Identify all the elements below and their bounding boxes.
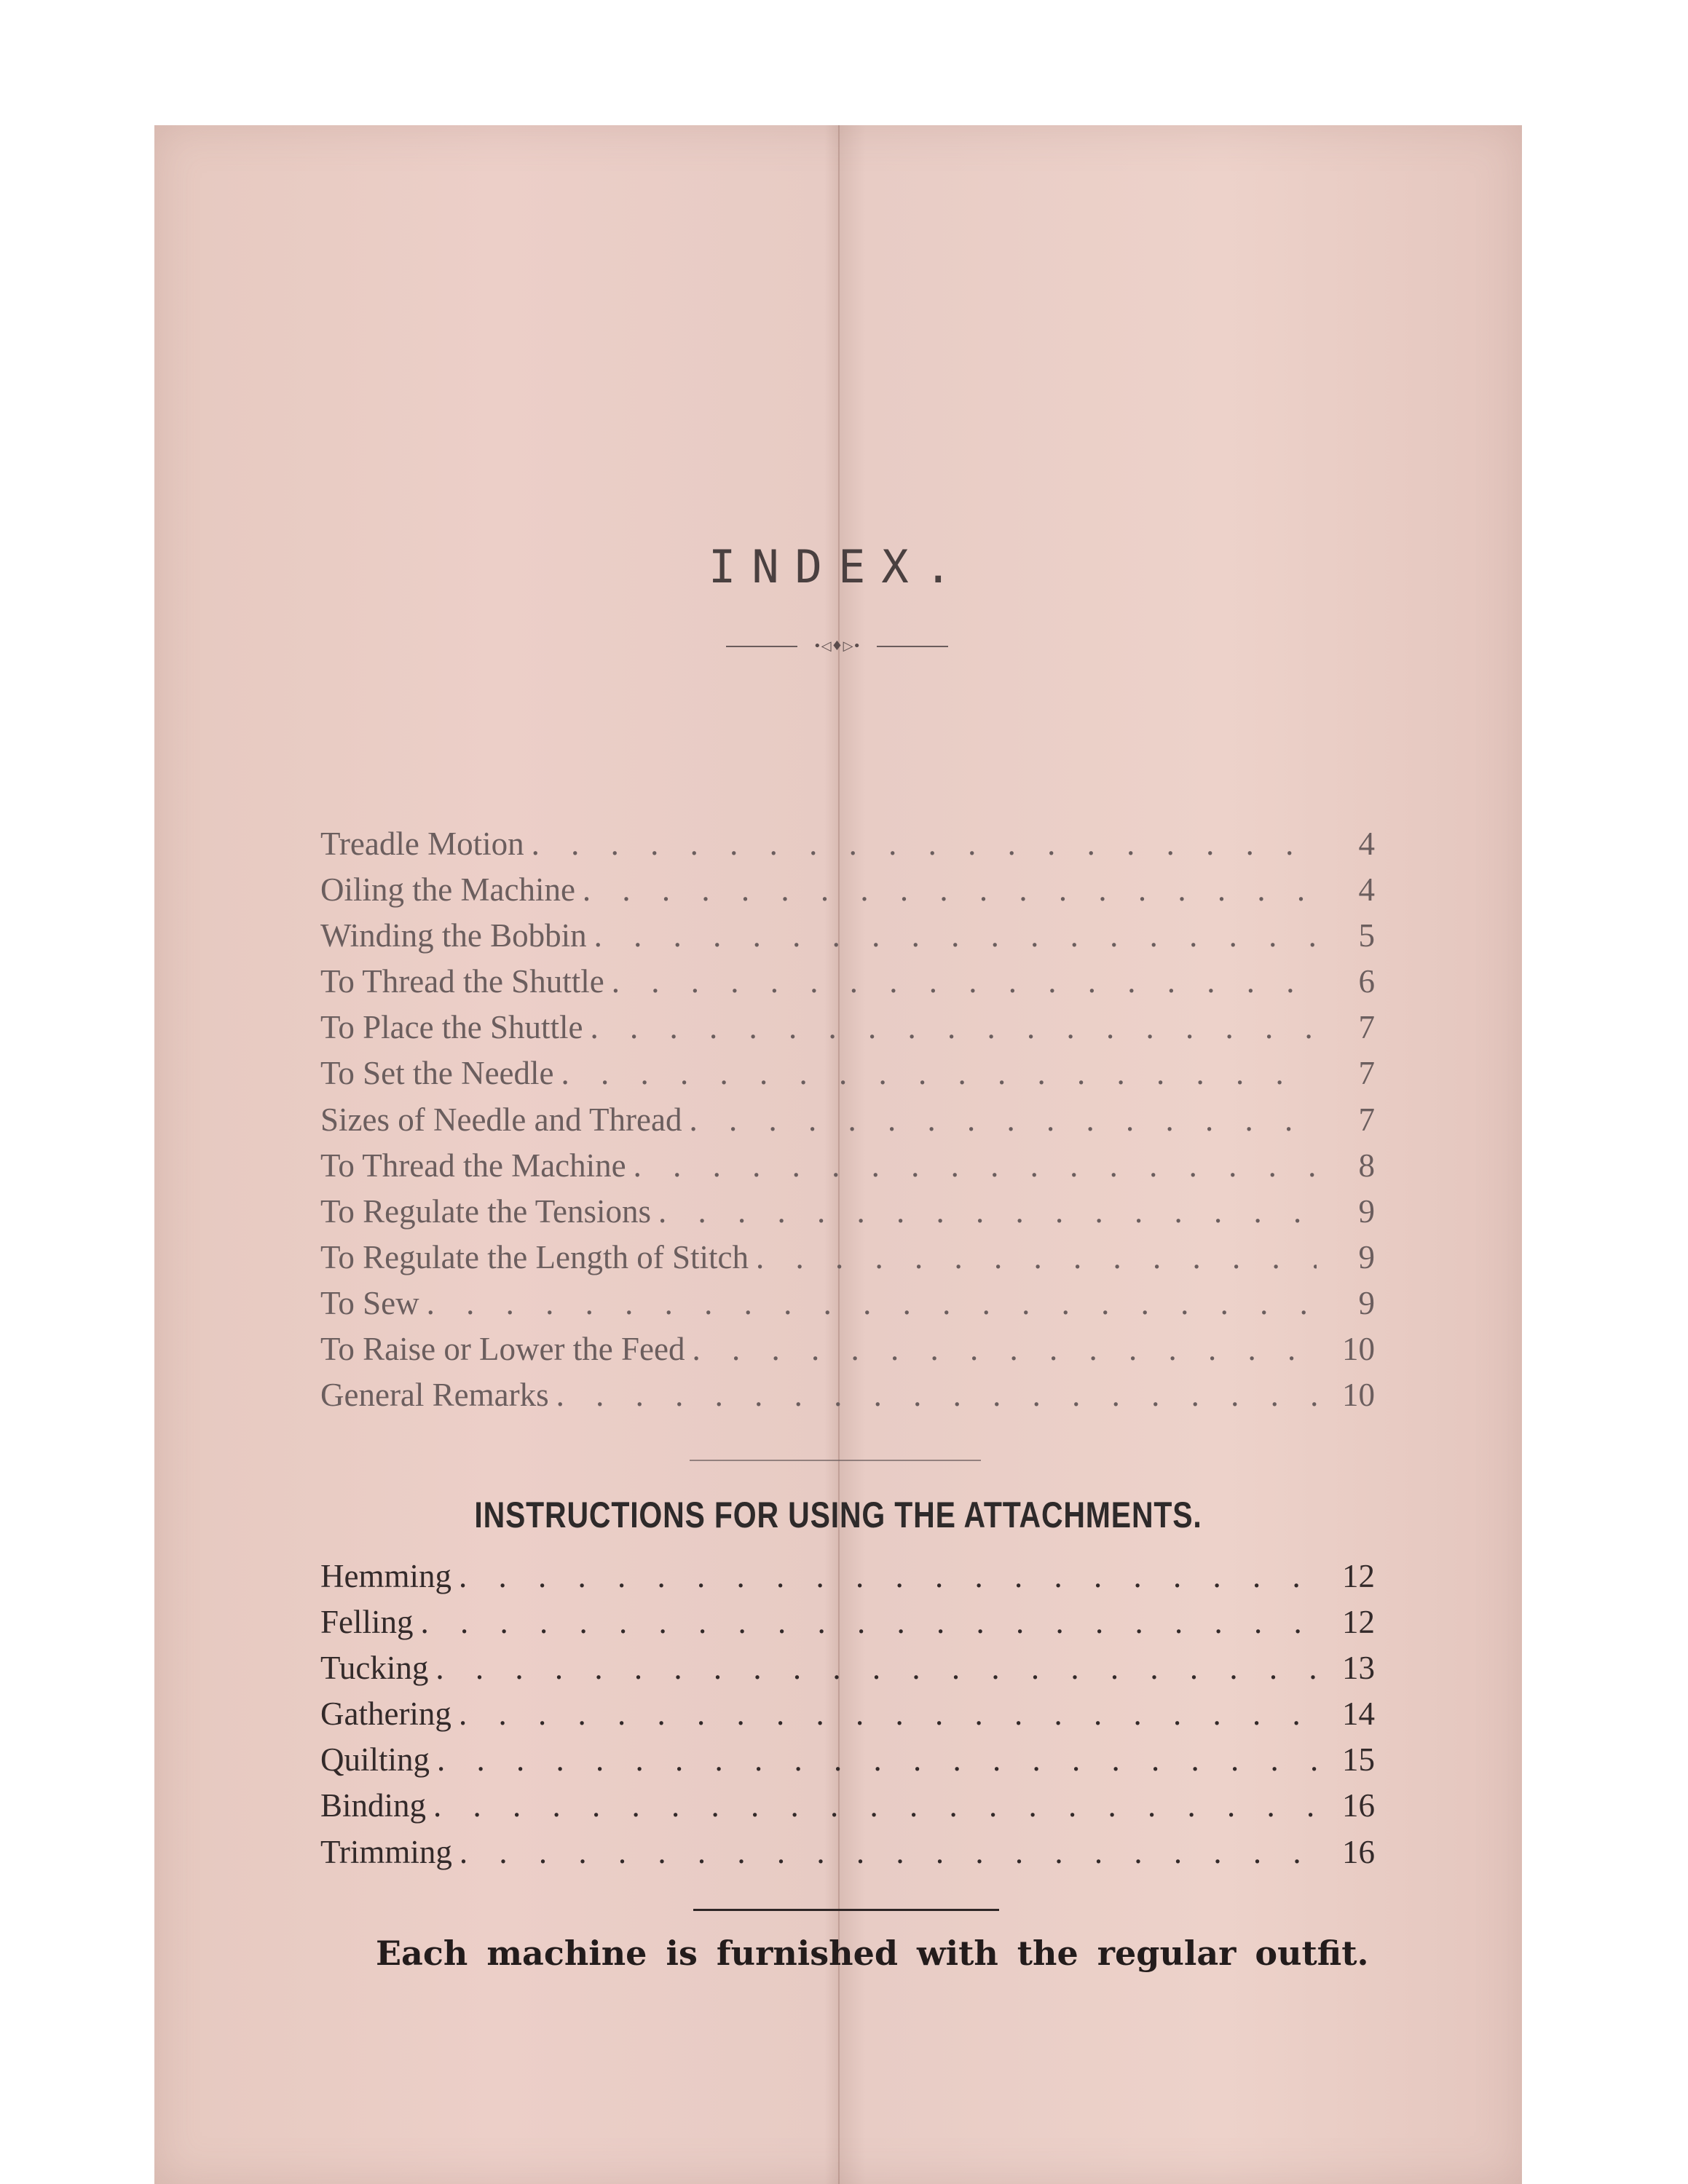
toc-row [320,1783,1375,1829]
toc-entry-page: 6 [1358,963,1375,1000]
toc-entry-label: Quilting [320,1741,430,1779]
toc-row [320,1554,1375,1599]
outfit-note: Each machine is furnished with the regular outfit. [376,1934,1369,1973]
dot-leader [612,959,1317,1005]
toc-entry-label: General Remarks [320,1377,549,1414]
section-divider [690,1460,981,1461]
dot-leader [583,867,1317,913]
dot-leader [460,1829,1317,1875]
dot-leader [532,821,1317,867]
dot-leader [658,1189,1317,1235]
toc-row [320,1143,1375,1189]
toc-entry-page: 9 [1358,1284,1375,1321]
toc-entry-label: To Regulate the Tensions [320,1192,652,1230]
toc-row [320,1005,1375,1051]
toc-entry-page: 12 [1342,1604,1375,1641]
dot-leader [433,1783,1317,1829]
toc-entry-page: 13 [1342,1650,1375,1687]
toc-entry-label: Tucking [320,1650,429,1687]
toc-row [320,867,1375,913]
toc-entry-label: Treadle Motion [320,826,524,862]
toc-entry-page: 4 [1358,826,1375,862]
toc-entry-page: 10 [1342,1331,1375,1368]
dot-leader [427,1281,1317,1326]
dot-leader [756,1235,1317,1281]
toc-row [320,821,1375,867]
toc-entry-label: Gathering [320,1696,451,1733]
toc-row [320,1691,1375,1737]
toc-entry-page: 16 [1342,1787,1375,1824]
dot-leader [591,1005,1317,1051]
toc-entry-page: 10 [1342,1377,1375,1414]
ornament-glyph: •◁♦▷• [813,638,861,654]
dot-leader [561,1051,1317,1096]
toc-row [320,1372,1375,1418]
index-list [320,821,1375,1418]
dot-leader [556,1372,1317,1418]
toc-entry-page: 7 [1358,1009,1375,1046]
toc-entry-page: 16 [1342,1833,1375,1870]
toc-row [320,1645,1375,1691]
toc-entry-page: 8 [1358,1147,1375,1184]
footer-rule [693,1909,999,1911]
toc-entry-label: Sizes of Needle and Thread [320,1101,682,1138]
title-ornament [726,639,948,654]
index-title: INDEX. [709,540,968,593]
toc-row [320,1097,1375,1143]
toc-entry-label: Hemming [320,1558,451,1594]
toc-entry-label: To Set the Needle [320,1055,554,1092]
toc-entry-label: Binding [320,1787,427,1824]
toc-entry-label: To Regulate the Length of Stitch [320,1238,749,1275]
toc-row [320,1235,1375,1281]
toc-row [320,1281,1375,1326]
paper-sheet [154,125,1522,2184]
toc-entry-page: 5 [1358,917,1375,954]
toc-entry-label: To Place the Shuttle [320,1009,583,1046]
toc-entry-label: Oiling the Machine [320,871,575,909]
ornament-line-right [877,646,948,647]
toc-row [320,1326,1375,1372]
attachments-list [320,1554,1375,1875]
toc-entry-page: 4 [1358,871,1375,909]
toc-entry-label: To Thread the Machine [320,1147,626,1184]
toc-entry-page: 9 [1358,1238,1375,1275]
toc-row [320,959,1375,1005]
toc-row [320,1737,1375,1783]
dot-leader [594,913,1317,959]
toc-entry-label: To Sew [320,1284,419,1321]
toc-row [320,1599,1375,1645]
toc-row [320,913,1375,959]
dot-leader [437,1737,1317,1783]
toc-entry-label: To Thread the Shuttle [320,963,604,1000]
dot-leader [689,1097,1317,1143]
toc-entry-label: Winding the Bobbin [320,917,587,954]
ornament-line-left [726,646,797,647]
toc-entry-label: Trimming [320,1833,452,1870]
dot-leader [692,1326,1317,1372]
dot-leader [459,1691,1317,1737]
dot-leader [459,1554,1317,1599]
toc-entry-label: To Raise or Lower the Feed [320,1331,685,1368]
toc-row [320,1051,1375,1096]
toc-row [320,1829,1375,1875]
toc-row [320,1189,1375,1235]
toc-entry-page: 15 [1342,1741,1375,1779]
toc-entry-page: 7 [1358,1101,1375,1138]
toc-entry-page: 7 [1358,1055,1375,1092]
toc-entry-page: 9 [1358,1192,1375,1230]
toc-entry-page: 14 [1342,1696,1375,1733]
attachments-heading: INSTRUCTIONS FOR USING THE ATTACHMENTS. [474,1495,1202,1535]
dot-leader [634,1143,1317,1189]
toc-entry-page: 12 [1342,1558,1375,1594]
dot-leader [435,1645,1317,1691]
toc-entry-label: Felling [320,1604,414,1641]
dot-leader [421,1599,1317,1645]
